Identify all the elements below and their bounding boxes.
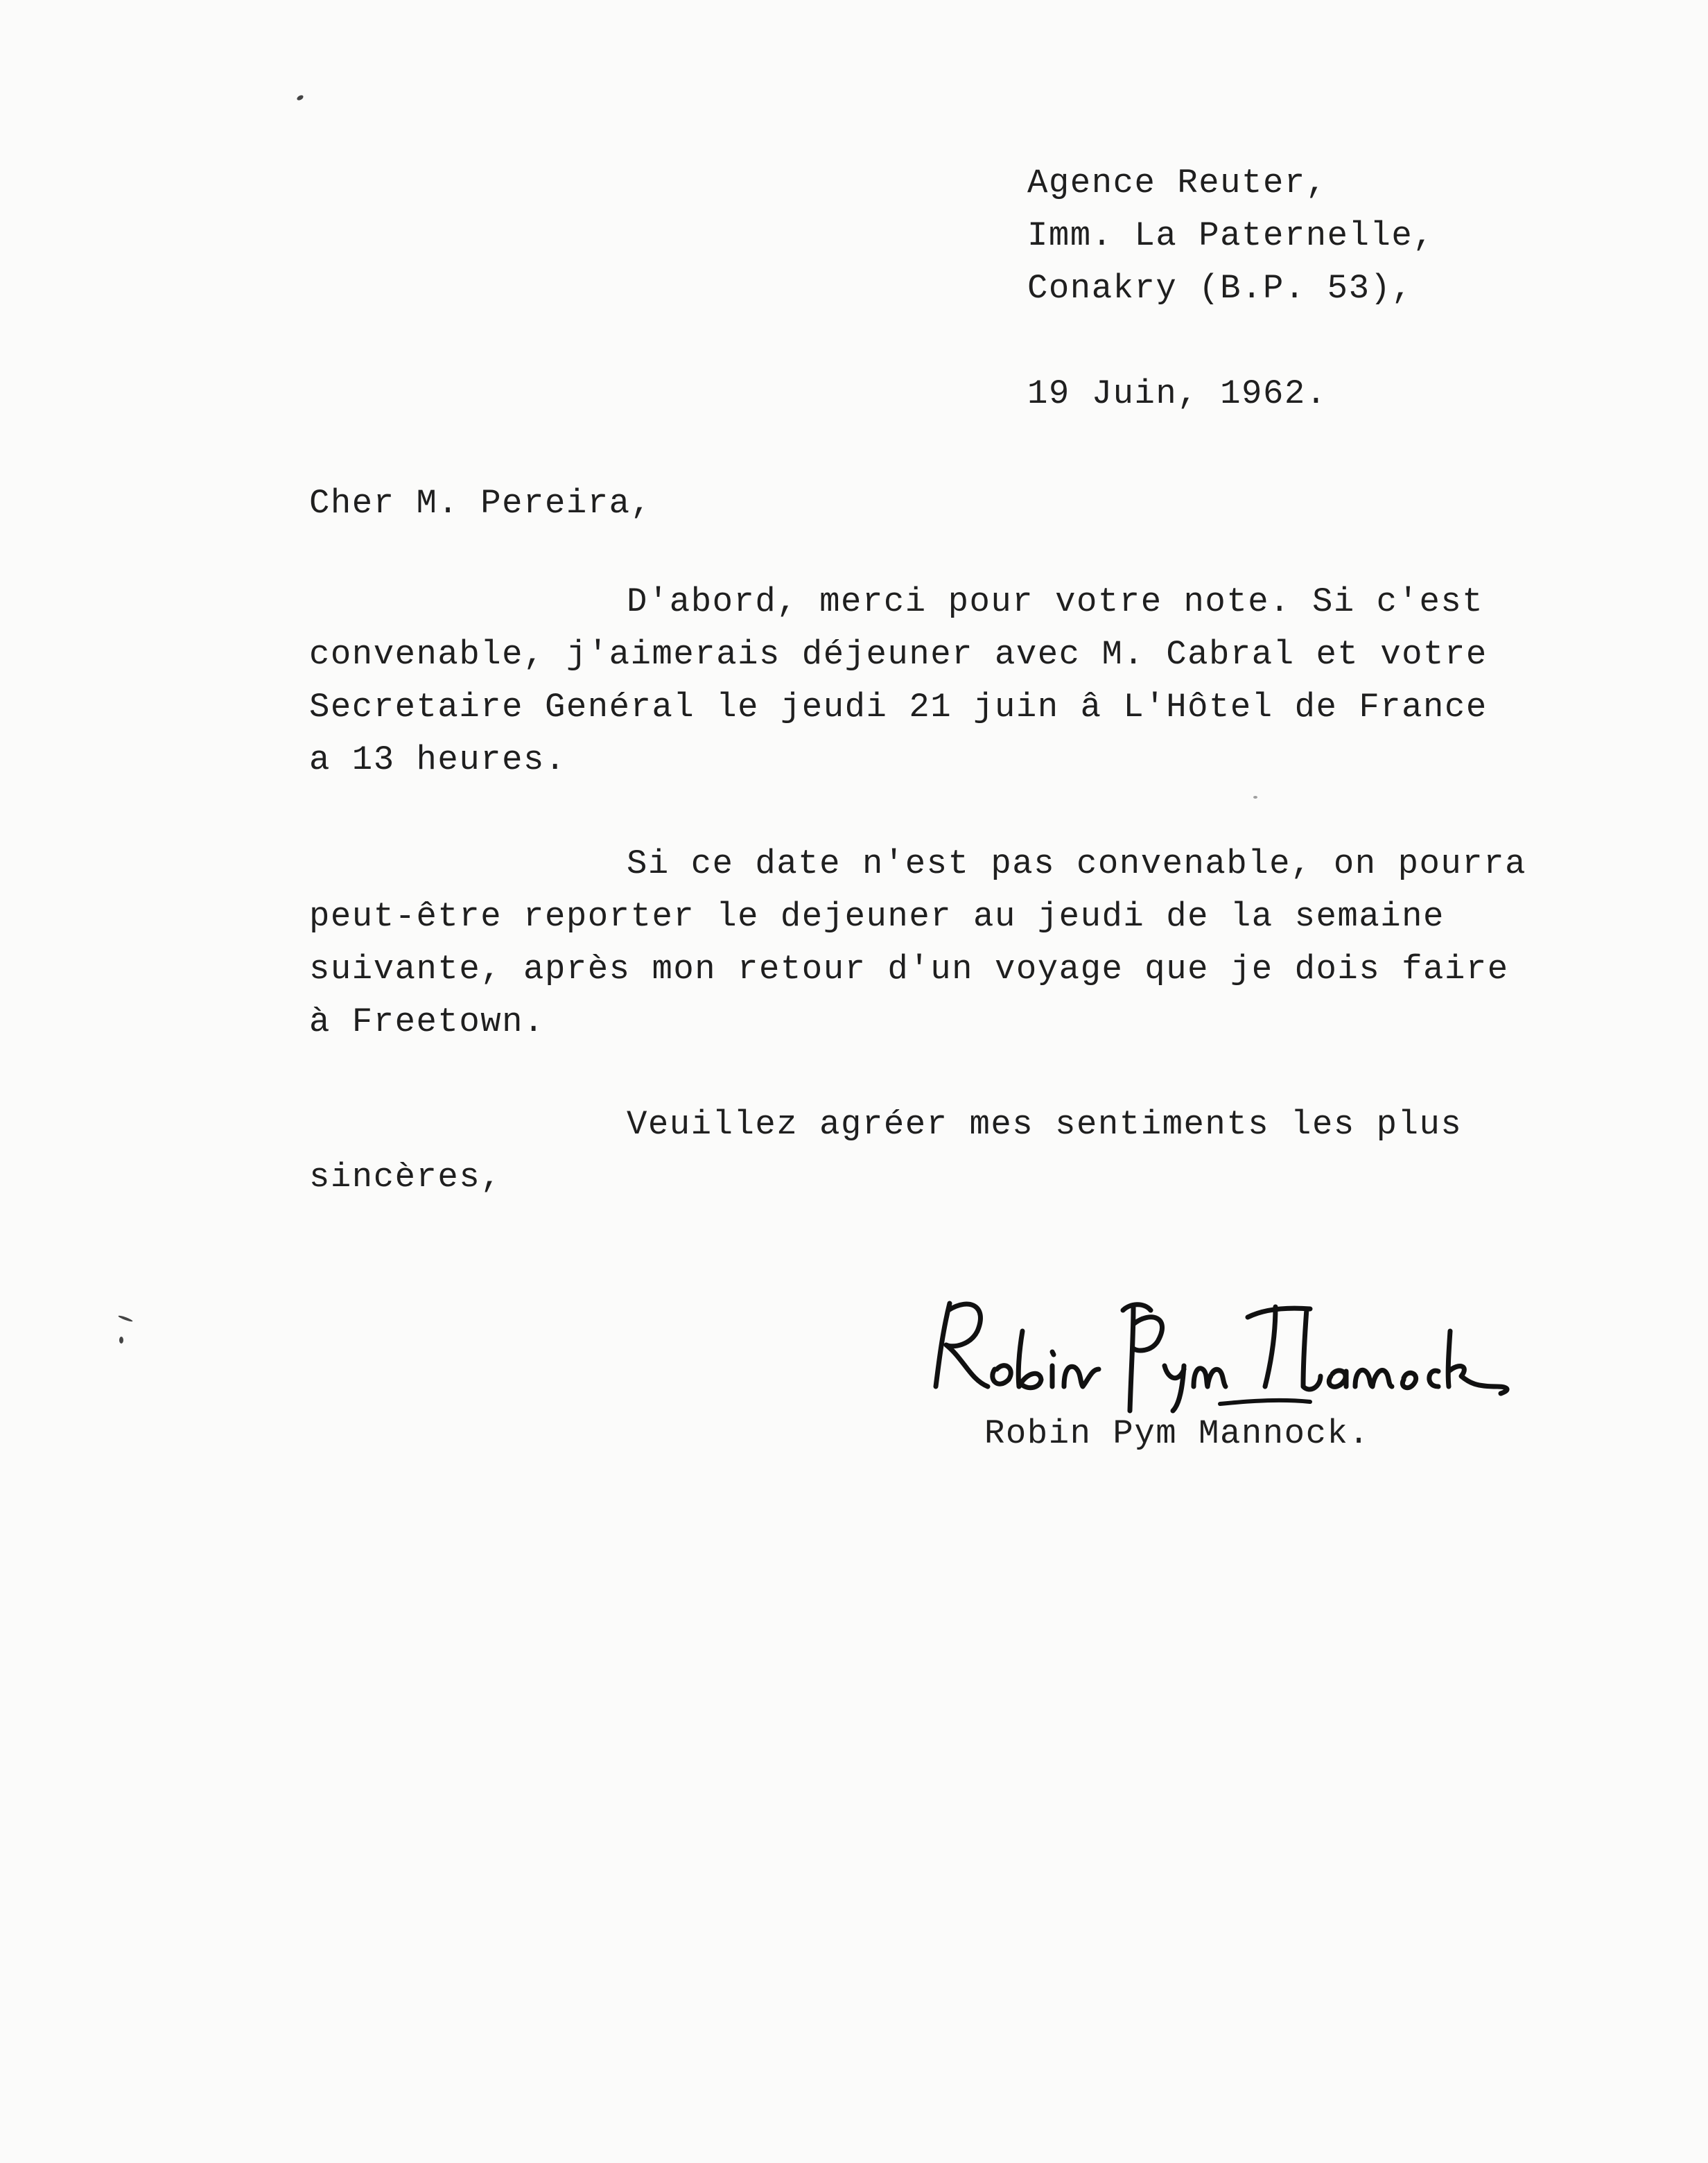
address-line-1: Agence Reuter, — [1027, 164, 1327, 202]
salutation: Cher M. Pereira, — [309, 484, 652, 523]
letter-date: 19 Juin, 1962. — [1027, 374, 1327, 413]
paragraph-2-line-1: Si ce date n'est pas convenable, on pourra — [627, 844, 1527, 883]
typed-signature: Robin Pym Mannock. — [984, 1414, 1370, 1453]
address-line-2: Imm. La Paternelle, — [1027, 216, 1435, 255]
closing-line-1: Veuillez agréer mes sentiments les plus — [627, 1105, 1463, 1144]
paragraph-1-line-1: D'abord, merci pour votre note. Si c'est — [627, 582, 1484, 621]
paragraph-2-line-2: peut-être reporter le dejeuner au jeudi de la semaine — [309, 897, 1445, 936]
closing-line-2: sincères, — [309, 1158, 503, 1197]
handwritten-signature — [922, 1283, 1518, 1414]
scan-mark — [118, 1314, 133, 1322]
scan-mark — [296, 94, 304, 101]
paragraph-1-line-4: a 13 heures. — [309, 740, 566, 779]
paragraph-2-line-4: à Freetown. — [309, 1002, 545, 1041]
paragraph-2-line-3: suivante, après mon retour d'un voyage que je dois faire — [309, 950, 1509, 989]
paragraph-1-line-3: Secretaire Genéral le jeudi 21 juin â L'Hôtel de France — [309, 688, 1488, 727]
scan-mark — [119, 1337, 123, 1344]
paragraph-1-line-2: convenable, j'aimerais déjeuner avec M. Cabral et votre — [309, 635, 1488, 674]
scan-mark — [1253, 796, 1257, 799]
address-line-3: Conakry (B.P. 53), — [1027, 269, 1413, 308]
